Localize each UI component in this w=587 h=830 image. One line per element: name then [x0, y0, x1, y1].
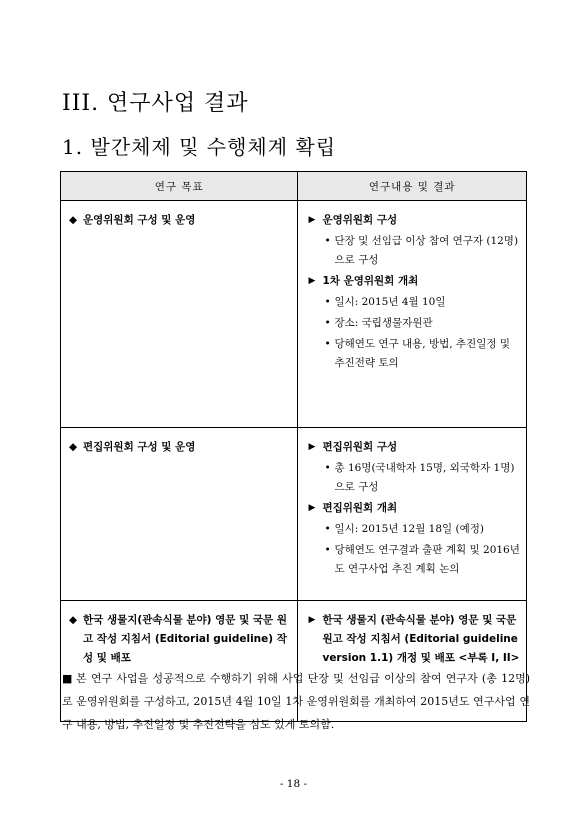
result-heading-text: 편집위원회 구성 — [322, 441, 398, 453]
result-heading — [308, 211, 520, 230]
result-heading-text: 1차 운영위원회 개최 — [322, 275, 419, 287]
result-item-text: 당해연도 연구 내용, 방법, 추진일정 및 추진전략 토의 — [334, 338, 510, 369]
result-heading — [308, 438, 520, 457]
dot-bullet-icon: • — [324, 235, 331, 247]
triangle-bullet-icon: ▶ — [308, 615, 316, 625]
dot-bullet-icon: • — [324, 296, 331, 308]
summary-note-text: 본 연구 사업을 성공적으로 수행하기 위해 사업 단장 및 선임급 이상의 참여 연구자 (총 12명)로 운영위원회를 구성하고, 2015년 4월 10일 1차 운영위원회를 개최하여 2015년도 연구사업 연구 내용, 방법, 추진일정 및 추진전략을 심도 있게 토의함. — [62, 672, 530, 731]
goal-line — [69, 211, 289, 230]
table-row — [61, 201, 527, 428]
diamond-bullet-icon: ◆ — [69, 441, 78, 453]
result-item — [308, 459, 520, 497]
goal-line — [69, 438, 289, 457]
result-item-text: 당해연도 연구결과 출판 계획 및 2016년도 연구사업 추진 계획 논의 — [334, 544, 520, 575]
page-number: - 18 - — [279, 778, 308, 790]
dot-bullet-icon: • — [324, 338, 331, 350]
goal-text: 한국 생물지(관속식물 분야) 영문 및 국문 원고 작성 지침서 (Editorial guideline) 작성 및 배포 — [83, 614, 287, 664]
triangle-bullet-icon: ▶ — [308, 276, 316, 286]
result-item — [308, 335, 520, 373]
diamond-bullet-icon: ◆ — [69, 214, 78, 226]
goal-line — [69, 611, 289, 668]
square-bullet-icon: ■ — [62, 672, 73, 685]
results-table — [60, 171, 527, 722]
header-result: 연구내용 및 결과 — [298, 172, 527, 201]
triangle-bullet-icon: ▶ — [308, 215, 316, 225]
result-heading — [308, 272, 520, 291]
goal-text: 운영위원회 구성 및 운영 — [83, 214, 196, 226]
triangle-bullet-icon: ▶ — [308, 442, 316, 452]
result-heading — [308, 499, 520, 518]
table-header-row — [61, 172, 527, 201]
summary-note — [62, 667, 530, 736]
subsection-heading: 1. 발간체제 및 수행체계 확립 — [62, 135, 337, 159]
result-heading-text: 운영위원회 구성 — [322, 214, 398, 226]
dot-bullet-icon: • — [324, 544, 331, 556]
goal-cell — [61, 428, 298, 601]
result-heading — [308, 611, 520, 668]
result-item — [308, 293, 520, 312]
result-item-text: 일시: 2015년 12월 18일 (예정) — [334, 523, 484, 535]
dot-bullet-icon: • — [324, 523, 331, 535]
result-item — [308, 541, 520, 579]
diamond-bullet-icon: ◆ — [69, 614, 78, 626]
table-row — [61, 428, 527, 601]
goal-cell — [61, 201, 298, 428]
result-item-text: 장소: 국립생물자원관 — [334, 317, 433, 329]
result-item-text: 단장 및 선임급 이상 참여 연구자 (12명)으로 구성 — [334, 235, 519, 266]
result-item — [308, 314, 520, 333]
goal-text: 편집위원회 구성 및 운영 — [83, 441, 196, 453]
section-heading: III. 연구사업 결과 — [62, 91, 249, 116]
result-heading-text: 한국 생물지 (관속식물 분야) 영문 및 국문 원고 작성 지침서 (Editorial guideline version 1.1) 개정 및 배포 <부록 I, II> — [322, 614, 520, 664]
dot-bullet-icon: • — [324, 462, 331, 474]
triangle-bullet-icon: ▶ — [308, 503, 316, 513]
header-goal: 연구 목표 — [61, 172, 298, 201]
result-item-text: 일시: 2015년 4월 10일 — [334, 296, 446, 308]
dot-bullet-icon: • — [324, 317, 331, 329]
result-cell — [298, 201, 527, 428]
result-item — [308, 232, 520, 270]
result-item — [308, 520, 520, 539]
result-heading-text: 편집위원회 개최 — [322, 502, 398, 514]
result-cell — [298, 428, 527, 601]
result-item-text: 총 16명(국내학자 15명, 외국학자 1명)으로 구성 — [334, 462, 515, 493]
